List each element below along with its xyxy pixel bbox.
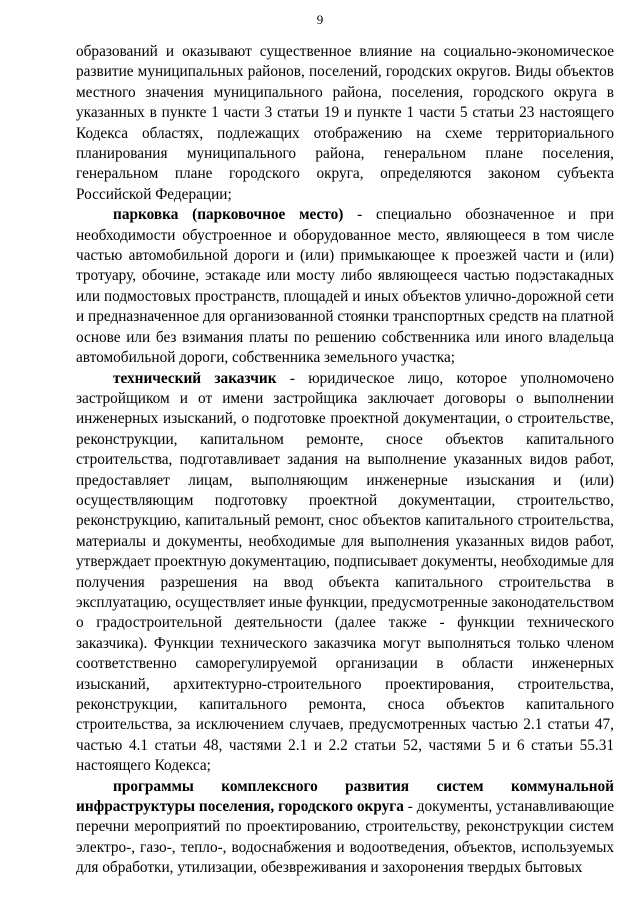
term-parking: парковка (парковочное место) — [113, 206, 344, 224]
term-infrastructure-programs: программы комплексного развития систем коммунальной инфраструктуры поселения, городского округа — [76, 777, 614, 816]
definition-text-parking: - специально обозначенное и при необходимости обустроенное и оборудованное место, являющееся в том числе частью автомобильной дороги и (или) примыкающее к проезжей части и (или) тротуару, обочине, эстакаде или мосту либо являющееся частью подэстакадных или подмостовых пространств, площадей и иных объектов улично-дорожной сети и предназначенное для организованной стоянки транспортных средств на платной основе или без взимания платы по решению собственника или иного владельца автомобильной дороги, собственника земельного участка; — [76, 206, 614, 367]
definition-infrastructure-programs — [76, 777, 614, 879]
definition-text-technical-customer: - юридическое лицо, которое уполномочено застройщиком и от имени застройщика заключает договоры о выполнении инженерных изысканий, о подготовке проектной документации, о строительстве, реконструкции, капитальном ремонте, сносе объектов капитального строительства, подготавливает задания на выполнение указанных видов работ, предоставляет лицам, выполняющим инженерные изыскания и (или) осуществляющим подготовку проектной документации, строительство, реконструкцию, капитальный ремонт, снос объектов капитального строительства, материалы и документы, необходимые для выполнения указанных видов работ, утверждает проектную документацию, подписывает документы, необходимые для получения разрешения на ввод объекта капитального строительства в эксплуатацию, осуществляет иные функции, предусмотренные законодательством о градостроительной деятельности (далее также - функции технического заказчика). Функции технического заказчика могут выполняться только членом соответственно саморегулируемой организации в области инженерных изысканий, архитектурно-строительного проектирования, строительства, реконструкции, капитального ремонта, сноса объектов капитального строительства, за исключением случаев, предусмотренных частью 2.1 статьи 47, частью 4.1 статьи 48, частями 2.1 и 2.2 статьи 52, частями 5 и 6 статьи 55.31 настоящего Кодекса; — [76, 369, 614, 775]
paragraph-text: образований и оказывают существенное влияние на социально-экономическое развитие муниципальных районов, поселений, городских округов. Виды объектов местного значения муниципального района, поселения, городского округа в указанных в пункте 1 части 3 статьи 19 и пункте 1 части 5 статьи 23 настоящего Кодекса областях, подлежащих отображению на схеме территориального планирования муниципального района, генеральном плане поселения, генеральном плане городского округа, определяются законом субъекта Российской Федерации; — [76, 43, 614, 203]
term-technical-customer: технический заказчик — [113, 369, 277, 387]
paragraph-continuation — [76, 42, 614, 205]
definition-text-infrastructure-programs: - документы, устанавливающие перечни мероприятий по проектированию, строительству, реконструкции систем электро-, газо-, тепло-, водоснабжения и водоотведения, объектов, используемых для обработки, утилизации, обезвреживания и захоронения твердых бытовых — [76, 798, 615, 877]
page-number: 9 — [316, 12, 324, 27]
definition-technical-customer — [76, 369, 614, 777]
document-body — [76, 42, 614, 879]
definition-parking — [76, 205, 614, 368]
